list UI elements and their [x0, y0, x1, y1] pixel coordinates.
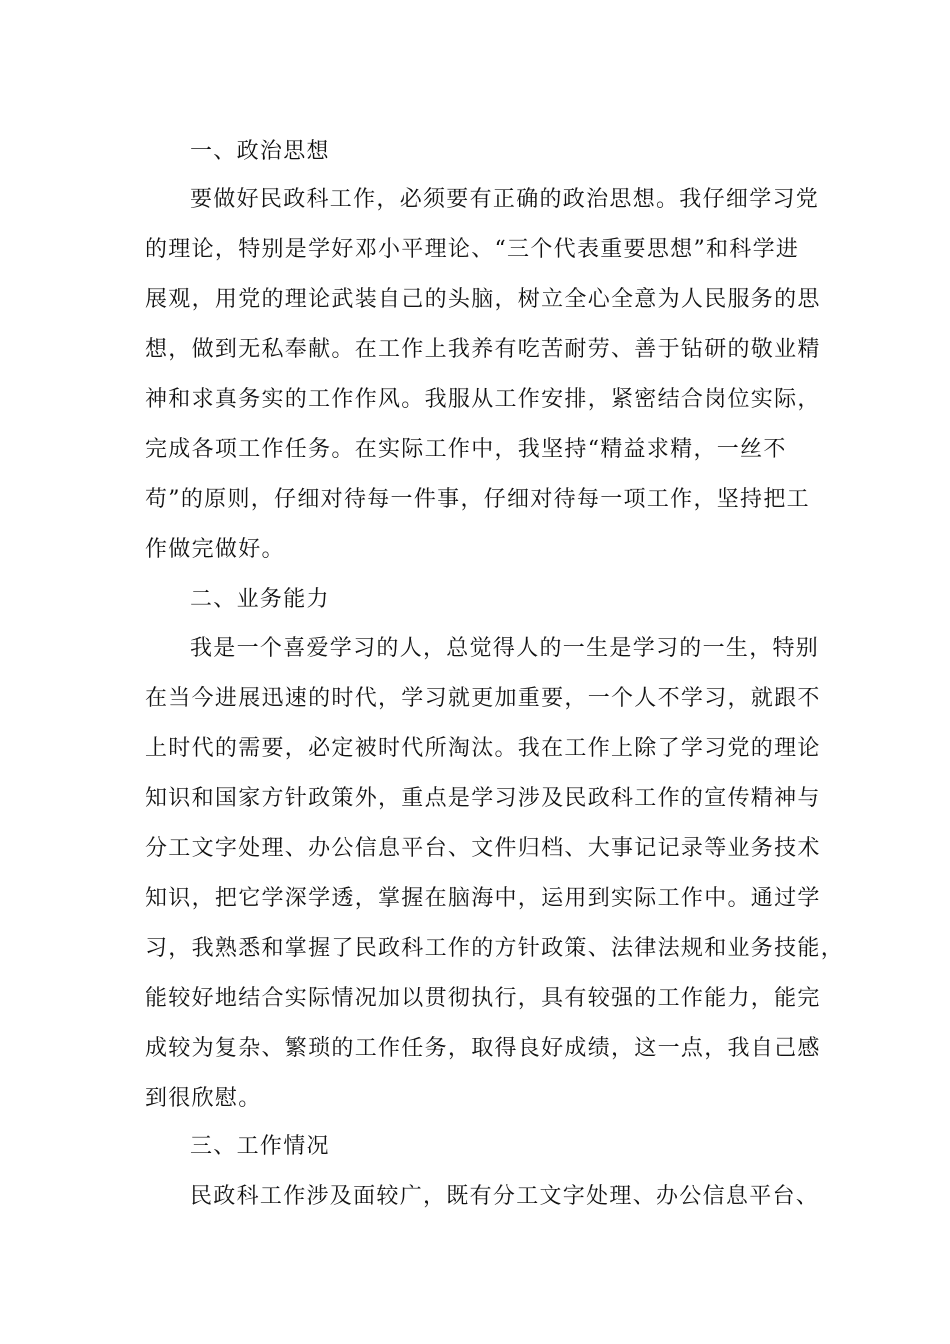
- paragraph-line: 作做完做好。: [145, 537, 285, 562]
- paragraph-line: 能较好地结合实际情况加以贯彻执行，具有较强的工作能力，能完: [145, 986, 821, 1011]
- paragraph-line: 的理论，特别是学好邓小平理论、“三个代表重要思想”和科学进: [145, 237, 800, 262]
- paragraph-line: 知识，把它学深学透，掌握在脑海中，运用到实际工作中。通过学: [145, 886, 821, 911]
- paragraph-line: 我是一个喜爱学习的人，总觉得人的一生是学习的一生，特别: [190, 636, 820, 661]
- paragraph-line: 要做好民政科工作，必须要有正确的政治思想。我仔细学习党: [190, 187, 820, 212]
- section-heading: 二、业务能力: [190, 587, 330, 612]
- paragraph-line: 想，做到无私奉献。在工作上我养有吃苦耐劳、善于钻研的敬业精: [145, 337, 821, 362]
- paragraph-line: 习，我熟悉和掌握了民政科工作的方针政策、法律法规和业务技能，: [145, 936, 845, 961]
- paragraph-line: 到很欣慰。: [145, 1086, 262, 1111]
- section-heading: 三、工作情况: [190, 1134, 330, 1159]
- paragraph-line: 分工文字处理、办公信息平台、文件归档、大事记记录等业务技术: [145, 836, 821, 861]
- section-heading: 一、政治思想: [190, 139, 330, 164]
- paragraph-line: 展观，用党的理论武装自己的头脑，树立全心全意为人民服务的思: [145, 287, 821, 312]
- paragraph-line: 民政科工作涉及面较广，既有分工文字处理、办公信息平台、: [190, 1184, 820, 1209]
- paragraph-line: 神和求真务实的工作作风。我服从工作安排，紧密结合岗位实际，: [145, 387, 821, 412]
- paragraph-line: 上时代的需要，必定被时代所淘汰。我在工作上除了学习党的理论: [145, 736, 821, 761]
- paragraph-line: 在当今进展迅速的时代，学习就更加重要，一个人不学习，就跟不: [145, 686, 821, 711]
- paragraph-line: 知识和国家方针政策外，重点是学习涉及民政科工作的宣传精神与: [145, 786, 821, 811]
- paragraph-line: 成较为复杂、繁琐的工作任务，取得良好成绩，这一点，我自己感: [145, 1036, 821, 1061]
- paragraph-line: 完成各项工作任务。在实际工作中，我坚持“精益求精，一丝不: [145, 437, 787, 462]
- paragraph-line: 苟”的原则，仔细对待每一件事，仔细对待每一项工作，坚持把工: [145, 487, 810, 512]
